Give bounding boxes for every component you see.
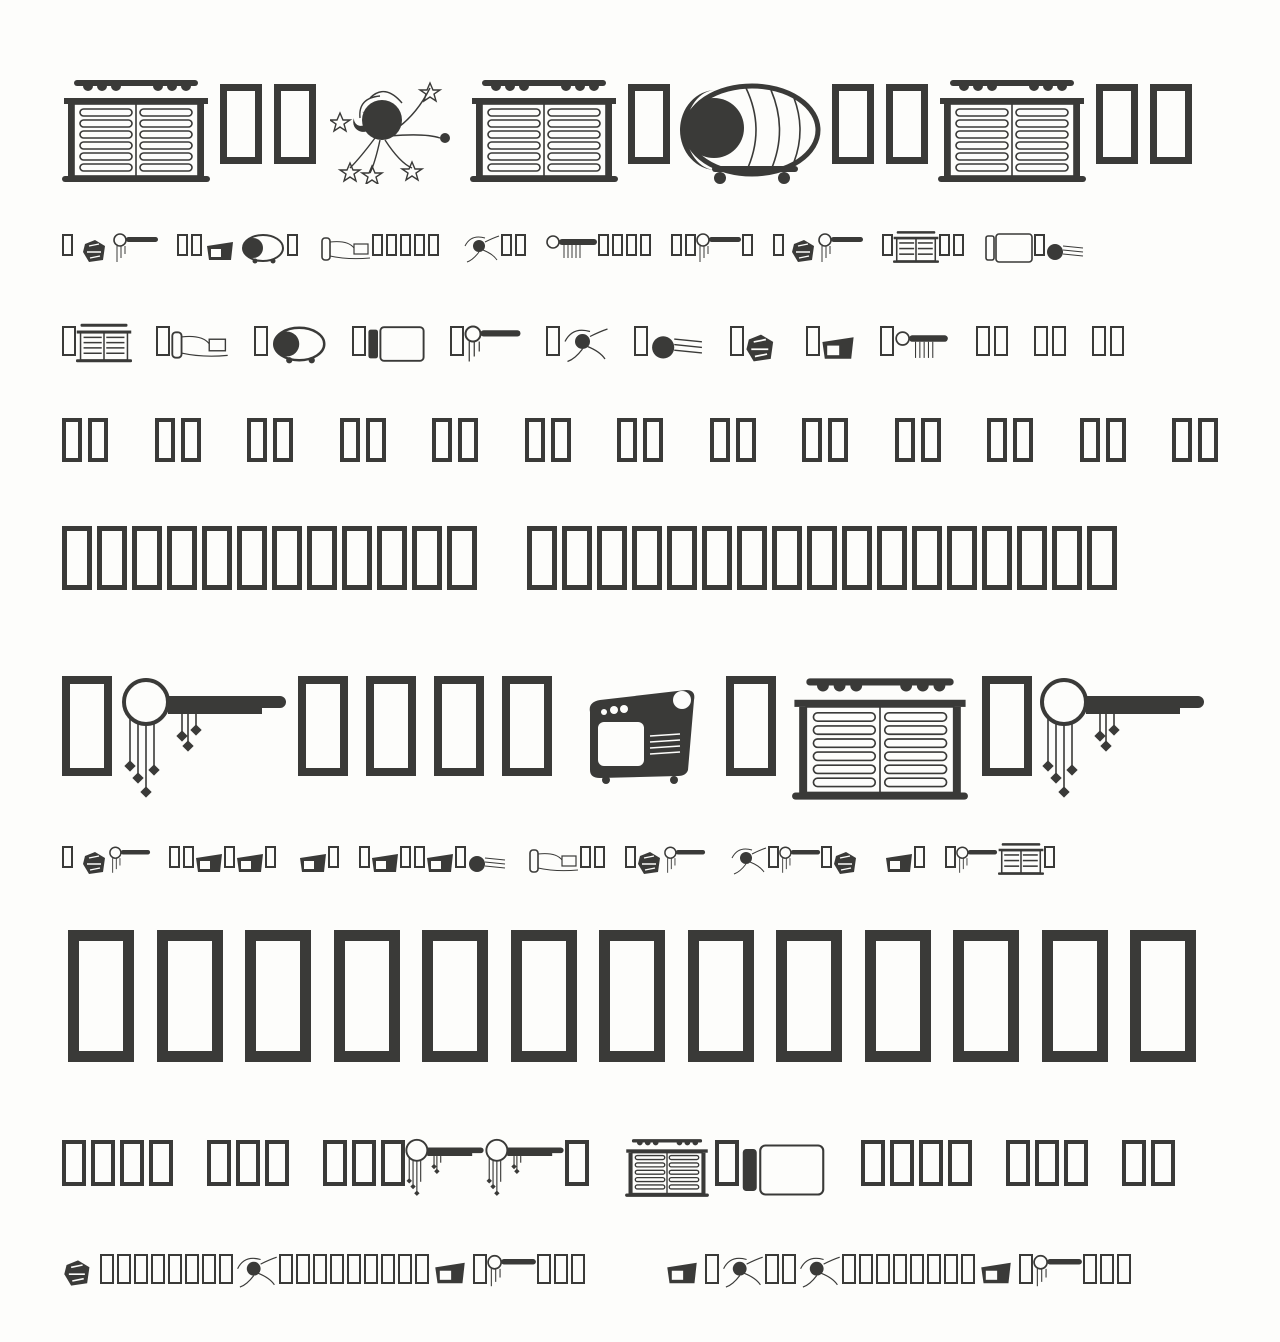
cabinet-icon [938,78,1086,184]
specimen-row-9 [62,1136,1218,1198]
tv-icon [665,1258,699,1288]
tofu-box [715,1140,739,1186]
tofu-box [776,930,842,1062]
crystal-icon [636,850,664,876]
tofu-box [634,326,648,356]
tofu-box [1052,326,1066,356]
tofu-box [287,234,298,256]
tofu-box [705,1254,719,1284]
tofu-box [773,234,784,256]
key-icon [696,232,742,264]
hatch-comet-icon [466,850,508,876]
tofu-box [768,846,779,868]
key-icon [405,1136,485,1198]
key-icon [546,232,598,264]
tofu-box [245,930,311,1062]
tofu-run [62,1140,173,1186]
hatch-comet-icon [648,328,706,364]
tofu-box [994,326,1008,356]
key-icon [113,232,159,264]
tofu-box [626,234,637,256]
tofu-box [68,930,134,1062]
tofu-box [414,234,425,256]
tofu-box [1034,326,1048,356]
cabinet-icon [792,676,968,802]
tofu-pair [525,418,571,462]
tofu-pair [802,418,848,462]
key-icon [464,324,522,364]
tofu-run [527,526,1117,590]
tv-icon [425,850,455,876]
crystal-icon [790,238,818,264]
tofu-pair [340,418,386,462]
tofu-box [265,846,276,868]
atom-orbit-icon [796,1252,842,1290]
tofu-box [428,234,439,256]
tofu-box [1130,930,1196,1062]
zeppelin-icon [268,324,328,364]
tofu-pair [710,418,756,462]
cabinet-icon [62,78,210,184]
tofu-box [685,234,696,256]
tofu-box [511,930,577,1062]
tofu-box [914,846,925,868]
specimen-row-7 [62,840,1218,876]
tofu-box [612,234,623,256]
cabinet-icon [470,78,618,184]
tofu-box [865,930,931,1062]
tofu-box [945,846,956,868]
key-icon [818,232,864,264]
tofu-box [726,676,776,776]
tofu-box [976,326,990,356]
atom-orbit-icon [560,324,610,364]
tofu-box [62,326,76,356]
tofu-run [279,1254,429,1284]
tofu-box [156,326,170,356]
tofu-box [546,326,560,356]
cabinet-icon [998,842,1044,876]
tofu-box [580,846,591,868]
tofu-box [953,234,964,256]
tofu-box [400,846,411,868]
specimen-row-10 [62,1248,1218,1290]
key-icon [1033,1252,1083,1290]
tv-icon [194,850,224,876]
key-icon [956,844,998,876]
tofu-box [598,234,609,256]
tofu-box [625,846,636,868]
tofu-box [334,930,400,1062]
tofu-box [386,234,397,256]
tofu-box [191,234,202,256]
specimen-row-2 [62,228,1218,264]
specimen-row-6 [62,672,1218,802]
tofu-box [328,846,339,868]
tofu-run [62,526,477,590]
tofu-box [599,930,665,1062]
tofu-box [886,84,928,164]
atom-orbit-icon [728,844,768,876]
key-icon [487,1252,537,1290]
key-icon [122,672,288,802]
tofu-box [220,84,262,164]
tofu-box [671,234,682,256]
atom-orbit-icon [461,232,501,264]
tofu-pair [62,418,108,462]
specimen-row-1 [62,78,1218,184]
key-icon [1040,672,1206,802]
tofu-pair [247,418,293,462]
tofu-box [939,234,950,256]
tofu-box [1044,846,1055,868]
tofu-box [882,234,893,256]
tofu-box [62,846,73,868]
tofu-box [880,326,894,356]
tofu-box [640,234,651,256]
tofu-box [359,846,370,868]
crystal-icon [832,850,860,876]
tofu-box [515,234,526,256]
tofu-run [298,676,552,776]
beam-icon [170,326,230,364]
zeppelin-icon [676,78,822,184]
tofu-box [455,846,466,868]
tofu-box [1150,84,1192,164]
tofu-box [1034,234,1045,256]
cabinet-icon [893,230,939,264]
tofu-box [274,84,316,164]
tv-icon [586,688,696,784]
specimen-row-5 [62,522,1218,590]
tofu-box [62,234,73,256]
crystal-icon [62,1258,94,1288]
tv-icon [235,850,265,876]
tofu-box [62,676,112,776]
tofu-box [414,846,425,868]
tv-icon [298,850,328,876]
tofu-box [177,234,188,256]
moon-stars-icon [330,78,460,184]
tofu-box [1092,326,1106,356]
tofu-box [254,326,268,356]
tofu-box [1042,930,1108,1062]
key-icon [664,844,706,876]
key-icon [779,844,821,876]
tofu-run [207,1140,289,1186]
tofu-box [352,326,366,356]
tofu-box [742,234,753,256]
monitor-icon [984,232,1034,264]
tofu-box [1019,1254,1033,1284]
tofu-pair [617,418,663,462]
tofu-box [501,234,512,256]
monitor-icon [739,1142,827,1198]
specimen-row-8 [68,926,1196,1062]
tofu-box [183,846,194,868]
beam-icon [320,234,372,264]
tofu-box [688,930,754,1062]
tofu-box [730,326,744,356]
crystal-icon [81,238,109,264]
tofu-box [372,234,383,256]
tofu-box [224,846,235,868]
tofu-box [628,84,670,164]
tofu-box [953,930,1019,1062]
monitor-icon [366,324,426,364]
tofu-run [842,1254,975,1284]
specimen-row-4 [62,414,1218,462]
tofu-pair [1172,418,1218,462]
atom-orbit-icon [719,1252,765,1290]
tofu-box [473,1254,487,1284]
tofu-run [1122,1140,1175,1186]
tofu-pair [895,418,941,462]
tofu-box [1110,326,1124,356]
tofu-pair [155,418,201,462]
tofu-pair [432,418,478,462]
tofu-box [400,234,411,256]
atom-orbit-icon [233,1252,279,1290]
tofu-box [832,84,874,164]
radio-icon [894,326,950,364]
crystal-icon [81,850,109,876]
tofu-run [1083,1254,1131,1284]
zeppelin-icon [239,232,285,264]
beam-icon [528,846,580,876]
tv-icon [979,1258,1013,1288]
hatch-comet-icon [1045,238,1085,264]
tofu-run [100,1254,233,1284]
tofu-box [821,846,832,868]
cabinet-icon [625,1138,709,1198]
tv-icon [884,850,914,876]
tv-icon [370,850,400,876]
tofu-run [861,1140,972,1186]
tofu-box [982,676,1032,776]
key-icon [485,1136,565,1198]
tofu-box [157,930,223,1062]
tofu-run [1006,1140,1088,1186]
tofu-box [422,930,488,1062]
cabinet-icon [76,322,132,364]
tv-icon [205,238,235,264]
tofu-box [1096,84,1138,164]
crystal-icon [744,332,778,364]
tofu-box [450,326,464,356]
tofu-pair [1080,418,1126,462]
tofu-box [594,846,605,868]
specimen-row-3 [62,318,1218,364]
key-icon [109,844,151,876]
tofu-run [765,1254,796,1284]
tofu-run [323,1140,405,1186]
tofu-box [169,846,180,868]
tofu-pair [987,418,1033,462]
tofu-run [537,1254,585,1284]
tofu-box [806,326,820,356]
tv-icon [820,332,856,364]
tv-icon [433,1258,467,1288]
tofu-box [565,1140,589,1186]
